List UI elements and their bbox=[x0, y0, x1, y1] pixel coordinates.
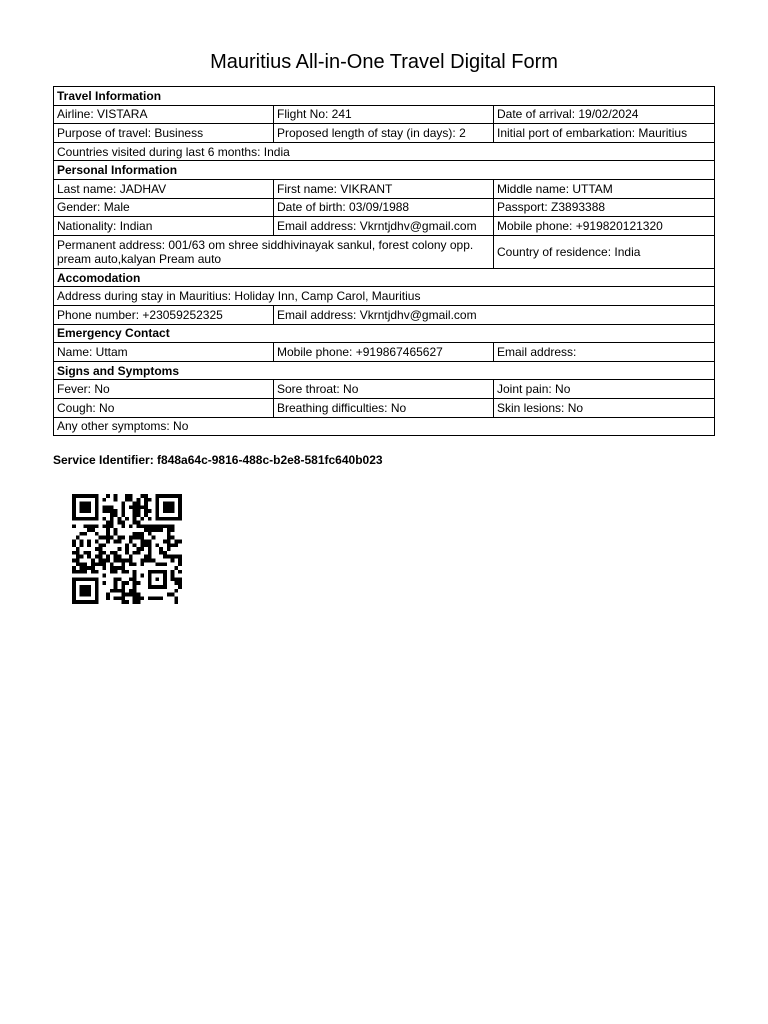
table-row bbox=[54, 217, 715, 236]
qr-code-icon bbox=[70, 494, 184, 604]
table-row bbox=[54, 324, 715, 343]
page-title: Mauritius All-in-One Travel Digital Form bbox=[210, 51, 558, 73]
nationality-field: Nationality: Indian bbox=[54, 217, 274, 236]
personal-mobile-field: Mobile phone: +919820121320 bbox=[494, 217, 715, 236]
table-row bbox=[54, 87, 715, 106]
table-row bbox=[54, 380, 715, 399]
section-header-travel: Travel Information bbox=[54, 87, 715, 106]
table-row bbox=[54, 287, 715, 306]
section-header-accommodation: Accomodation bbox=[54, 268, 715, 287]
breathing-field: Breathing difficulties: No bbox=[274, 398, 494, 417]
first-name-field: First name: VIKRANT bbox=[274, 179, 494, 198]
permanent-address-field: Permanent address: 001/63 om shree siddhivinayak sankul, forest colony opp. pream auto,kalyan Pream auto bbox=[54, 235, 494, 268]
emergency-email-field: Email address: bbox=[494, 343, 715, 362]
middle-name-field: Middle name: UTTAM bbox=[494, 179, 715, 198]
accommodation-phone-field: Phone number: +23059252325 bbox=[54, 305, 274, 324]
cough-field: Cough: No bbox=[54, 398, 274, 417]
date-of-birth-field: Date of birth: 03/09/1988 bbox=[274, 198, 494, 217]
table-row bbox=[54, 305, 715, 324]
passport-field: Passport: Z3893388 bbox=[494, 198, 715, 217]
purpose-field: Purpose of travel: Business bbox=[54, 124, 274, 143]
country-of-residence-field: Country of residence: India bbox=[494, 235, 715, 268]
table-row bbox=[54, 235, 715, 268]
table-row bbox=[54, 105, 715, 124]
table-row bbox=[54, 142, 715, 161]
table-row bbox=[54, 124, 715, 143]
table-row bbox=[54, 343, 715, 362]
last-name-field: Last name: JADHAV bbox=[54, 179, 274, 198]
service-identifier: Service Identifier: f848a64c-9816-488c-b2e8-581fc640b023 bbox=[53, 453, 383, 467]
port-of-embarkation-field: Initial port of embarkation: Mauritius bbox=[494, 124, 715, 143]
section-header-personal: Personal Information bbox=[54, 161, 715, 180]
section-header-symptoms: Signs and Symptoms bbox=[54, 361, 715, 380]
joint-pain-field: Joint pain: No bbox=[494, 380, 715, 399]
table-row bbox=[54, 198, 715, 217]
emergency-name-field: Name: Uttam bbox=[54, 343, 274, 362]
table-row bbox=[54, 417, 715, 436]
stay-address-field: Address during stay in Mauritius: Holiday Inn, Camp Carol, Mauritius bbox=[54, 287, 715, 306]
date-of-arrival-field: Date of arrival: 19/02/2024 bbox=[494, 105, 715, 124]
personal-email-field: Email address: Vkrntjdhv@gmail.com bbox=[274, 217, 494, 236]
countries-visited-field: Countries visited during last 6 months: India bbox=[54, 142, 715, 161]
length-of-stay-field: Proposed length of stay (in days): 2 bbox=[274, 124, 494, 143]
flight-no-field: Flight No: 241 bbox=[274, 105, 494, 124]
gender-field: Gender: Male bbox=[54, 198, 274, 217]
table-row bbox=[54, 179, 715, 198]
fever-field: Fever: No bbox=[54, 380, 274, 399]
other-symptoms-field: Any other symptoms: No bbox=[54, 417, 715, 436]
emergency-mobile-field: Mobile phone: +919867465627 bbox=[274, 343, 494, 362]
table-row bbox=[54, 161, 715, 180]
table-row bbox=[54, 268, 715, 287]
sore-throat-field: Sore throat: No bbox=[274, 380, 494, 399]
travel-form-table bbox=[53, 86, 715, 436]
table-row bbox=[54, 398, 715, 417]
accommodation-email-field: Email address: Vkrntjdhv@gmail.com bbox=[274, 305, 715, 324]
skin-lesions-field: Skin lesions: No bbox=[494, 398, 715, 417]
table-row bbox=[54, 361, 715, 380]
section-header-emergency: Emergency Contact bbox=[54, 324, 715, 343]
airline-field: Airline: VISTARA bbox=[54, 105, 274, 124]
